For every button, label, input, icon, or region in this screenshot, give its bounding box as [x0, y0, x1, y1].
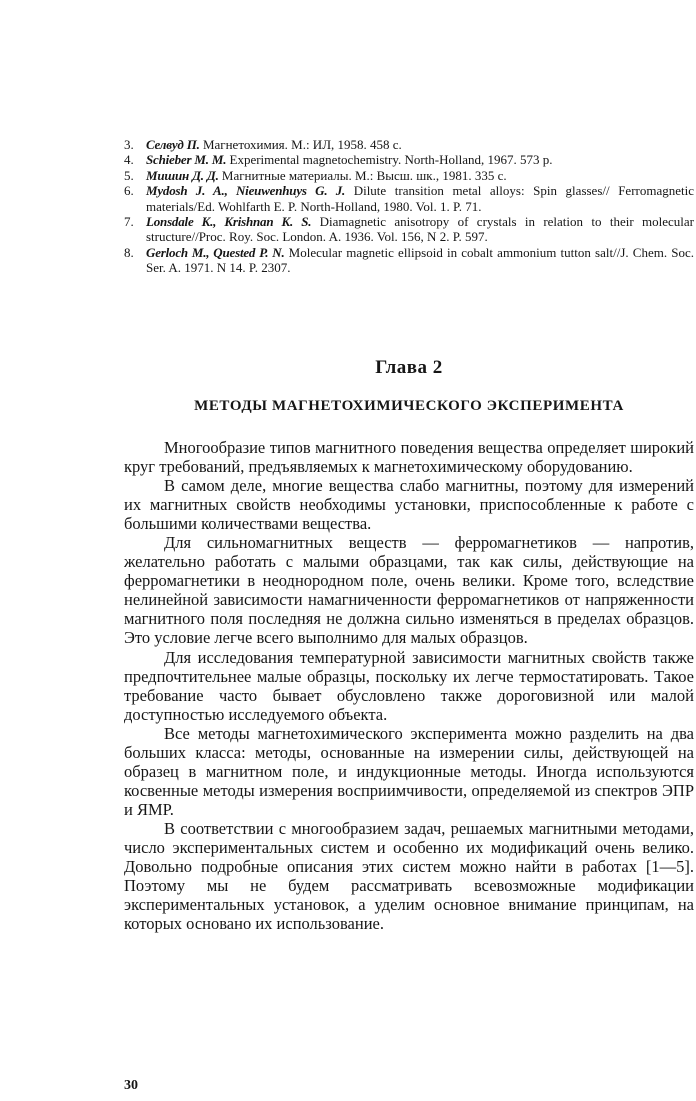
- reference-author: Селвуд П.: [146, 137, 200, 152]
- reference-details: Diamagnetic anisotropy of crystals in relation to their molecular structure//Proc. Roy. Soc. London. A. 1936. Vol. 156, N 2. P. 597.: [146, 214, 694, 245]
- reference-author: Мишин Д. Д.: [146, 167, 219, 183]
- reference-list: [124, 137, 694, 276]
- page-number: 30: [124, 1078, 138, 1093]
- reference-author: Lonsdale K., Krishnan K. S.: [146, 214, 312, 230]
- reference-text: [146, 214, 694, 245]
- paragraph: В соответствии с многообразием задач, решаемых магнитными методами, число экспериментальных систем и особенно их модификаций очень велико. Довольно подробные описания этих систем можно найти в работах [1—5]. Поэтому мы не будем рассматривать всевозможные модификации экспериментальных установок, а уделим основное внимание принципам, на которых основано их использование.: [124, 818, 694, 934]
- paragraph: В самом деле, многие вещества слабо магнитны, поэтому для измерений их магнитных свойств необходимы установки, приспособленные к работе с большими количествами вещества.: [124, 476, 694, 534]
- reference-number: 6.: [124, 183, 134, 199]
- reference-item: [124, 137, 694, 152]
- reference-number: 3.: [124, 137, 134, 152]
- reference-item: [124, 183, 694, 214]
- reference-text: [146, 152, 694, 167]
- paragraph: Для сильномагнитных веществ — ферромагнетиков — напротив, желательно работать с малыми образцами, так как силы, действующие на ферромагнетики в неоднородном поле, очень велики. Кроме того, вследствие нелинейной зависимости намагниченности ферромагнетиков от напряженности магнитного поля последняя не должна сильно изменяться в пределах образцов. Это условие легче всего выполнимо для малых образцов.: [124, 533, 694, 648]
- reference-text: [146, 168, 694, 183]
- reference-number: 5.: [124, 167, 134, 183]
- paragraph: Многообразие типов магнитного поведения вещества определяет широкий круг требований, предъявляемых к магнетохимическому оборудованию.: [124, 438, 694, 477]
- reference-number: 7.: [124, 214, 134, 230]
- reference-details: Магнитные материалы. М.: Высш. шк., 1981. 335 с.: [218, 167, 507, 183]
- reference-author: Gerloch M., Quested P. N.: [146, 244, 285, 260]
- reference-details: Experimental magnetochemistry. North-Holland, 1967. 573 p.: [226, 152, 553, 168]
- reference-item: [124, 214, 694, 245]
- reference-item: [124, 152, 694, 167]
- reference-item: [124, 168, 694, 183]
- chapter-title: Глава 2: [375, 357, 443, 378]
- reference-details: Dilute transition metal alloys: Spin glasses// Ferromagnetic materials/Ed. Wohlfarth E. P. North-Holland, 1980. Vol. 1. P. 71.: [146, 183, 694, 214]
- chapter-body: [124, 438, 694, 933]
- reference-number: 8.: [124, 244, 134, 260]
- reference-item: [124, 245, 694, 276]
- chapter-subtitle: МЕТОДЫ МАГНЕТОХИМИЧЕСКОГО ЭКСПЕРИМЕНТА: [194, 398, 624, 414]
- paragraph: Для исследования температурной зависимости магнитных свойств также предпочтительнее малые образцы, поскольку их легче термостатировать. Такое требование часто бывает обусловлено также дороговизной или малой доступностью исследуемого объекта.: [124, 647, 694, 724]
- reference-text: [146, 183, 694, 214]
- reference-number: 4.: [124, 152, 134, 168]
- reference-text: [146, 245, 694, 276]
- reference-details: Магнетохимия. М.: ИЛ, 1958. 458 с.: [199, 137, 402, 152]
- reference-author: Mydosh J. A., Nieuwenhuys G. J.: [146, 183, 346, 199]
- reference-author: Schieber M. M.: [146, 152, 227, 168]
- paragraph: Все методы магнетохимического эксперимента можно разделить на два больших класса: методы, основанные на измерении силы, действующей на образец в магнитном поле, и индукционные методы. Иногда используются косвенные методы измерения восприимчивости, определяемой из спектров ЭПР и ЯМР.: [124, 723, 694, 819]
- reference-text: [146, 137, 694, 152]
- reference-details: Molecular magnetic ellipsoid in cobalt ammonium tutton salt//J. Chem. Soc. Ser. A. 1971. N 14. P. 2307.: [146, 244, 694, 276]
